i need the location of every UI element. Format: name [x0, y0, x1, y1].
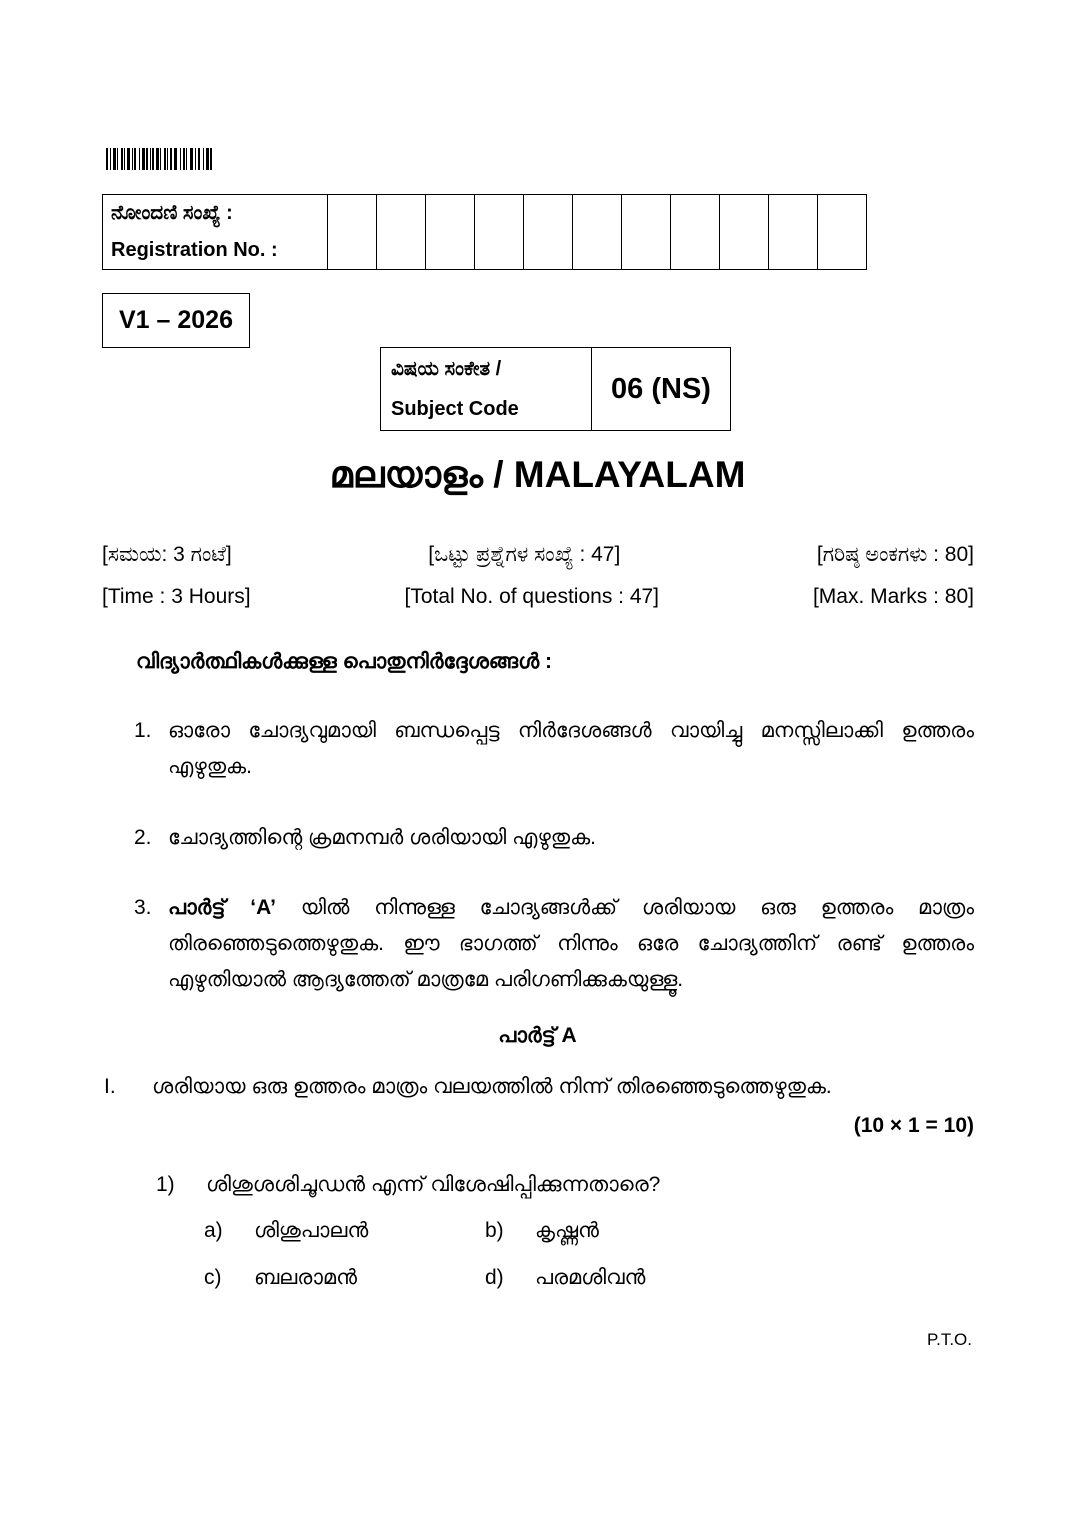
registration-label [103, 195, 328, 270]
section-marks: (10 × 1 = 10) [853, 1114, 974, 1137]
registration-digit-box[interactable] [426, 195, 475, 270]
option-text: കൃഷ്ണൻ [535, 1219, 599, 1242]
section-text: ശരിയായ ഒരു ഉത്തരം മാത്രം വലയത്തിൽ നിന്ന് തിരഞ്ഞെടുത്തെഴുതുക. [152, 1075, 832, 1098]
instruction-item [134, 820, 974, 856]
subject-code-label [381, 348, 592, 431]
registration-digit-box[interactable] [769, 195, 818, 270]
registration-digit-box[interactable] [475, 195, 524, 270]
option-d[interactable] [485, 1266, 645, 1290]
instruction-text: ഓരോ ചോദ്യവുമായി ബന്ധപ്പെട്ട നിർദേശങ്ങൾ വായിച്ചു മനസ്സിലാക്കി ഉത്തരം എഴുതുക. [168, 719, 974, 778]
section-number: I. [104, 1075, 116, 1098]
option-a[interactable] [204, 1219, 368, 1243]
question-text: ശിശുശശിചൂഡൻ എന്ന് വിശേഷിപ്പിക്കുന്നതാരെ? [206, 1173, 661, 1196]
option-text: പരമശിവൻ [535, 1266, 646, 1289]
instruction-part-letter: ‘A’ [250, 896, 276, 919]
instruction-text: യിൽ നിന്നുള്ള ചോദ്യങ്ങൾക്ക് ശരിയായ ഒരു ഉത്തരം മാത്രം തിരഞ്ഞെടുത്തെഴുതുക. ഈ ഭാഗത്ത് നിന്നും ഒരേ ചോദ്യത്തിന് രണ്ട് ഉത്തരം എഴുതിയാൽ ആദ്യത്തേത് മാത്രമേ പരിഗണിക്കുകയുള്ളൂ. [168, 896, 974, 991]
instruction-bold-part: പാർട്ട് [168, 896, 226, 919]
question [156, 1173, 660, 1197]
subject-code-value: 06 (NS) [592, 348, 731, 431]
option-label: c) [204, 1266, 222, 1289]
registration-digit-box[interactable] [720, 195, 769, 270]
option-text: ബലരാമൻ [254, 1266, 357, 1289]
option-text: ശിശുപാലൻ [254, 1219, 369, 1242]
version-code: V1 – 2026 [102, 293, 250, 348]
exam-meta-english [102, 585, 974, 609]
registration-digit-box[interactable] [671, 195, 720, 270]
barcode [106, 148, 212, 170]
subject-code-label-kannada: ವಿಷಯ ಸಂಕೇತ / [391, 358, 502, 380]
registration-digit-box[interactable] [622, 195, 671, 270]
registration-digit-box[interactable] [818, 195, 867, 270]
time-english: [Time : 3 Hours] [102, 585, 251, 608]
question-count-kannada: [ಒಟ್ಟು ಪ್ರಶ್ನೆಗಳ ಸಂಖ್ಯೆ : 47] [428, 543, 621, 566]
option-label: b) [485, 1219, 504, 1242]
paper-title: മലയാളം / MALAYALAM [329, 454, 746, 495]
registration-digit-box[interactable] [328, 195, 377, 270]
max-marks-english: [Max. Marks : 80] [812, 585, 974, 608]
registration-digit-box[interactable] [524, 195, 573, 270]
registration-label-english: Registration No. : [111, 239, 278, 261]
time-kannada: [ಸಮಯ: 3 ಗಂಟೆ] [102, 543, 232, 566]
max-marks-kannada: [ಗರಿಷ್ಠ ಅಂಕಗಳು : 80] [816, 543, 974, 566]
instruction-text: ചോദ്യത്തിന്റെ ക്രമനമ്പർ ശരിയായി എഴുതുക. [168, 826, 596, 849]
option-label: d) [485, 1266, 504, 1289]
subject-code-table [380, 347, 731, 431]
instruction-number: 2. [134, 826, 152, 849]
registration-label-kannada: ನೋಂದಣಿ ಸಂಖ್ಯೆ : [111, 202, 233, 224]
section-instruction [104, 1075, 974, 1099]
question-number: 1) [156, 1173, 175, 1196]
part-a-heading: പാർട്ട് A [498, 1024, 577, 1047]
instruction-text-wrapper [168, 890, 974, 998]
option-b[interactable] [485, 1219, 599, 1243]
please-turn-over: P.T.O. [926, 1330, 972, 1349]
instructions-heading: വിദ്യാർത്ഥികൾക്കുള്ള പൊതുനിർദ്ദേശങ്ങൾ : [136, 650, 553, 673]
option-c[interactable] [204, 1266, 357, 1290]
exam-meta-kannada [102, 543, 974, 567]
registration-digit-box[interactable] [377, 195, 426, 270]
instruction-item [134, 890, 974, 998]
registration-digit-box[interactable] [573, 195, 622, 270]
instruction-item [134, 713, 974, 785]
option-label: a) [204, 1219, 223, 1242]
question-count-english: [Total No. of questions : 47] [404, 585, 660, 608]
subject-code-label-english: Subject Code [391, 398, 519, 420]
instruction-number: 1. [134, 719, 152, 742]
registration-table [102, 194, 867, 270]
instruction-number: 3. [134, 896, 152, 919]
